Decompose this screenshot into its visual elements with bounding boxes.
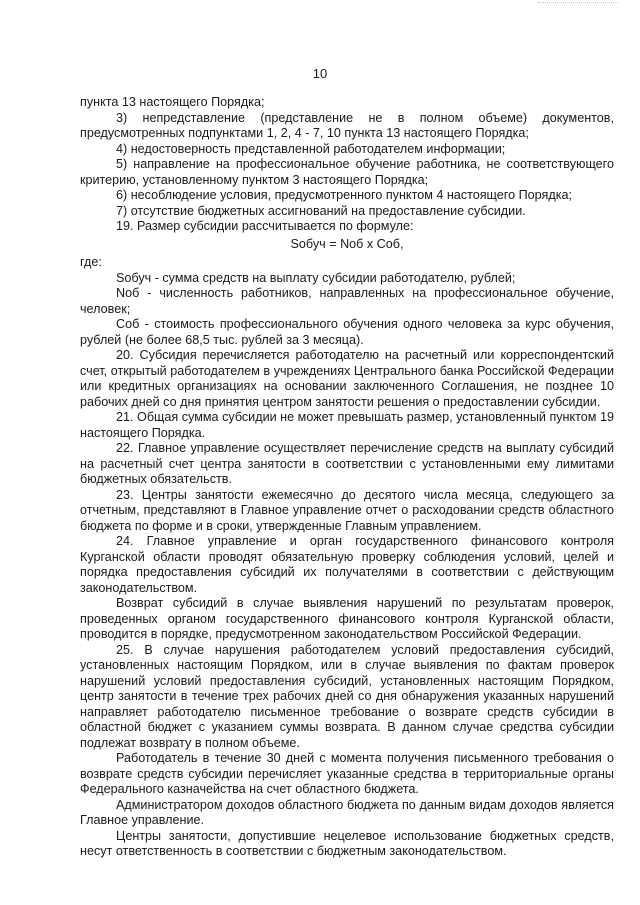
list-item-5: 5) направление на профессиональное обучение работника, не соответствующего критерию, установленному пунктом 3 настоящего Порядка; (80, 157, 614, 187)
subsidy-formula: Sобуч = Nоб х Cоб, (290, 236, 404, 251)
list-item-6: 6) несоблюдение условия, предусмотренного пунктом 4 настоящего Порядка; (116, 188, 572, 202)
clause-22: 22. Главное управление осуществляет перечисление средств на выплату субсидий на расчетный счет центра занятости в соответствии с установленными ему лимитами бюджетных обязательств. (80, 441, 614, 486)
formula-where-label: где: (80, 255, 102, 269)
clause-23: 23. Центры занятости ежемесячно до десятого числа месяца, следующего за отчетным, представляют в Главное управление отчет о расходовании средств областного бюджета по форме и в сроки, утвержденные Главным управлением. (80, 487, 614, 533)
clause-25-employer: Работодатель в течение 30 дней с момента получения письменного требования о возврате средств субсидии перечисляет указанные средства в территориальные органы Федерального казначейства на счет областного бюджета. (80, 751, 614, 796)
list-item-3: 3) непредставление (представление не в полном объеме) документов, предусмотренных подпунктами 1, 2, 4 - 7, 10 пункта 13 настоящего Порядка; (80, 110, 614, 140)
clause-25-responsibility: Центры занятости, допустившие нецелевое использование бюджетных средств, несут ответственность в соответствии с бюджетным законодательством. (80, 828, 614, 858)
formula-def-n: Nоб - численность работников, направленных на профессиональное обучение, человек; (80, 286, 614, 316)
clause-19: 19. Размер субсидии рассчитывается по формуле: (116, 219, 414, 233)
clause-24: 24. Главное управление и орган государственного финансового контроля Курганской области проводят обязательную проверку соблюдения условий, целей и порядка предоставления субсидий их получателями в соответствии с действующим законодательством. (80, 534, 614, 595)
clause-21: 21. Общая сумма субсидии не может превышать размер, установленный пунктом 19 настоящего Порядка. (80, 410, 614, 440)
clause-25: 25. В случае нарушения работодателем условий предоставления субсидий, установленных настоящим Порядком, или в случае выявления по фактам проверок нарушений условий предоставления субсидий, установленных настоящим Порядком, центр занятости в течение трех рабочих дней со дня обнаружения указанных нарушений направляет работодателю письменное требование о возврате средств субсидии в областной бюджет с указанием суммы возврата. В данном случае средства субсидии подлежат возврату в полном объеме. (80, 642, 614, 750)
formula-def-c: Cоб - стоимость профессионального обучения одного человека за курс обучения, рублей (не более 68,5 тыс. рублей за 3 месяца). (80, 317, 614, 347)
paragraph-continuation: пункта 13 настоящего Порядка; (80, 95, 265, 109)
page-number: 10 (312, 66, 328, 81)
clause-20: 20. Субсидия перечисляется работодателю на расчетный или корреспондентский счет, открытый работодателем в учреждениях Центрального банка Российской Федерации или кредитных организациях на основании заключенного Соглашения, не позднее 10 рабочих дней со дня принятия центром занятости решения о предоставлении субсидии. (80, 348, 614, 409)
clause-24-refund: Возврат субсидий в случае выявления нарушений по результатам проверок, проведенных органом государственного финансового контроля Курганской области, проводится в порядке, предусмотренном законодательством Российской Федерации. (80, 596, 614, 641)
document-body (80, 95, 614, 860)
list-item-4: 4) недостоверность представленной работодателем информации; (116, 141, 506, 156)
clause-25-administrator: Администратором доходов областного бюджета по данным видам доходов является Главное управление. (80, 797, 614, 827)
list-item-7: 7) отсутствие бюджетных ассигнований на предоставление субсидии. (116, 203, 526, 218)
formula-def-s: Sобуч - сумма средств на выплату субсидии работодателю, рублей; (116, 270, 516, 285)
scan-corner-mark (538, 2, 618, 6)
